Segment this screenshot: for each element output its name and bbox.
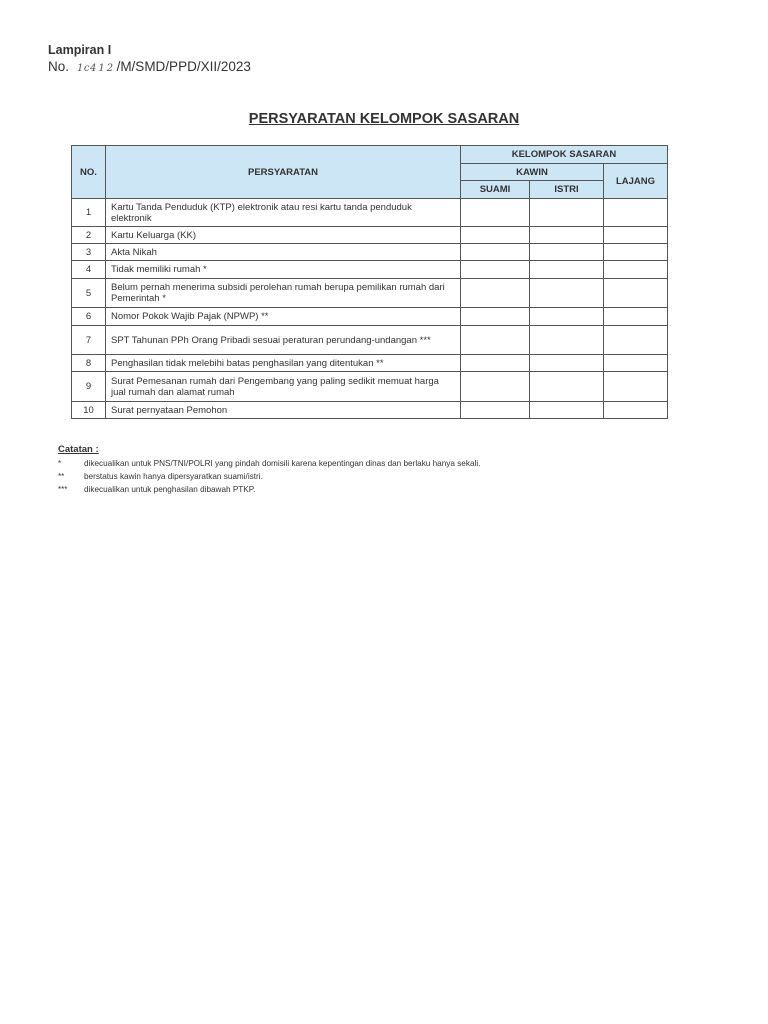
row-number: 3 <box>72 244 106 261</box>
row-requirement: Penghasilan tidak melebihi batas penghasilan yang ditentukan ** <box>106 355 461 372</box>
document-header <box>48 43 251 74</box>
note-mark: ** <box>58 472 65 481</box>
istri-cell <box>530 372 604 402</box>
header-no: NO. <box>72 146 106 199</box>
istri-cell <box>530 261 604 279</box>
suami-cell <box>461 227 530 244</box>
lampiran-label: Lampiran I <box>48 43 112 57</box>
table-row <box>72 308 668 326</box>
requirements-table <box>71 145 668 419</box>
istri-cell <box>530 279 604 308</box>
lajang-cell <box>604 199 668 227</box>
lajang-cell <box>604 326 668 355</box>
istri-cell <box>530 227 604 244</box>
header-kawin: KAWIN <box>461 164 604 181</box>
row-requirement: Nomor Pokok Wajib Pajak (NPWP) ** <box>106 308 461 326</box>
istri-cell <box>530 199 604 227</box>
istri-cell <box>530 308 604 326</box>
row-requirement: Kartu Keluarga (KK) <box>106 227 461 244</box>
lajang-cell <box>604 244 668 261</box>
row-requirement: Surat Pemesanan rumah dari Pengembang yang paling sedikit memuat harga jual rumah dan alamat rumah <box>106 372 461 402</box>
row-number: 1 <box>72 199 106 227</box>
note-item <box>58 483 480 496</box>
istri-cell <box>530 355 604 372</box>
row-requirement: Tidak memiliki rumah * <box>106 261 461 279</box>
suami-cell <box>461 279 530 308</box>
row-requirement: Kartu Tanda Penduduk (KTP) elektronik atau resi kartu tanda penduduk elektronik <box>106 199 461 227</box>
table-row <box>72 199 668 227</box>
number-suffix: /M/SMD/PPD/XII/2023 <box>116 59 251 74</box>
lajang-cell <box>604 402 668 419</box>
suami-cell <box>461 308 530 326</box>
note-item <box>58 470 480 483</box>
page-title: PERSYARATAN KELOMPOK SASARAN <box>248 111 520 127</box>
document-number <box>48 59 251 74</box>
lajang-cell <box>604 279 668 308</box>
row-requirement: Belum pernah menerima subsidi perolehan rumah berupa pemilikan rumah dari Pemerintah * <box>106 279 461 308</box>
header-kelompok-sasaran: KELOMPOK SASARAN <box>461 146 668 164</box>
header-suami: SUAMI <box>461 181 530 199</box>
table-row <box>72 227 668 244</box>
istri-cell <box>530 326 604 355</box>
suami-cell <box>461 402 530 419</box>
note-text: berstatus kawin hanya dipersyaratkan suami/istri. <box>84 472 263 481</box>
note-text: dikecualikan untuk penghasilan dibawah PTKP. <box>84 485 256 494</box>
table-row <box>72 326 668 355</box>
number-prefix: No. <box>48 59 70 74</box>
row-requirement: Akta Nikah <box>106 244 461 261</box>
table-row <box>72 279 668 308</box>
row-number: 9 <box>72 372 106 402</box>
lajang-cell <box>604 261 668 279</box>
catatan-section <box>58 444 480 496</box>
row-number: 7 <box>72 326 106 355</box>
suami-cell <box>461 372 530 402</box>
note-text: dikecualikan untuk PNS/TNI/POLRI yang pindah domisili karena kepentingan dinas dan berlaku hanya sekali. <box>84 459 481 468</box>
note-item <box>58 457 480 470</box>
lajang-cell <box>604 227 668 244</box>
row-requirement: SPT Tahunan PPh Orang Pribadi sesuai peraturan perundang-undangan *** <box>106 326 461 355</box>
catatan-title: Catatan : <box>58 444 99 455</box>
table-row <box>72 402 668 419</box>
row-requirement: Surat pernyataan Pemohon <box>106 402 461 419</box>
lajang-cell <box>604 355 668 372</box>
row-number: 8 <box>72 355 106 372</box>
handwritten-number: 1c4 1 2 <box>77 63 114 74</box>
table-row <box>72 355 668 372</box>
header-lajang: LAJANG <box>604 164 668 199</box>
table-row <box>72 261 668 279</box>
row-number: 2 <box>72 227 106 244</box>
suami-cell <box>461 326 530 355</box>
lajang-cell <box>604 372 668 402</box>
suami-cell <box>461 261 530 279</box>
suami-cell <box>461 199 530 227</box>
row-number: 6 <box>72 308 106 326</box>
row-number: 10 <box>72 402 106 419</box>
istri-cell <box>530 244 604 261</box>
header-persyaratan: PERSYARATAN <box>106 146 461 199</box>
note-mark: * <box>58 459 62 468</box>
header-istri: ISTRI <box>530 181 604 199</box>
lajang-cell <box>604 308 668 326</box>
note-mark: *** <box>58 485 68 494</box>
table-row <box>72 372 668 402</box>
row-number: 4 <box>72 261 106 279</box>
row-number: 5 <box>72 279 106 308</box>
suami-cell <box>461 355 530 372</box>
table-row <box>72 244 668 261</box>
istri-cell <box>530 402 604 419</box>
suami-cell <box>461 244 530 261</box>
